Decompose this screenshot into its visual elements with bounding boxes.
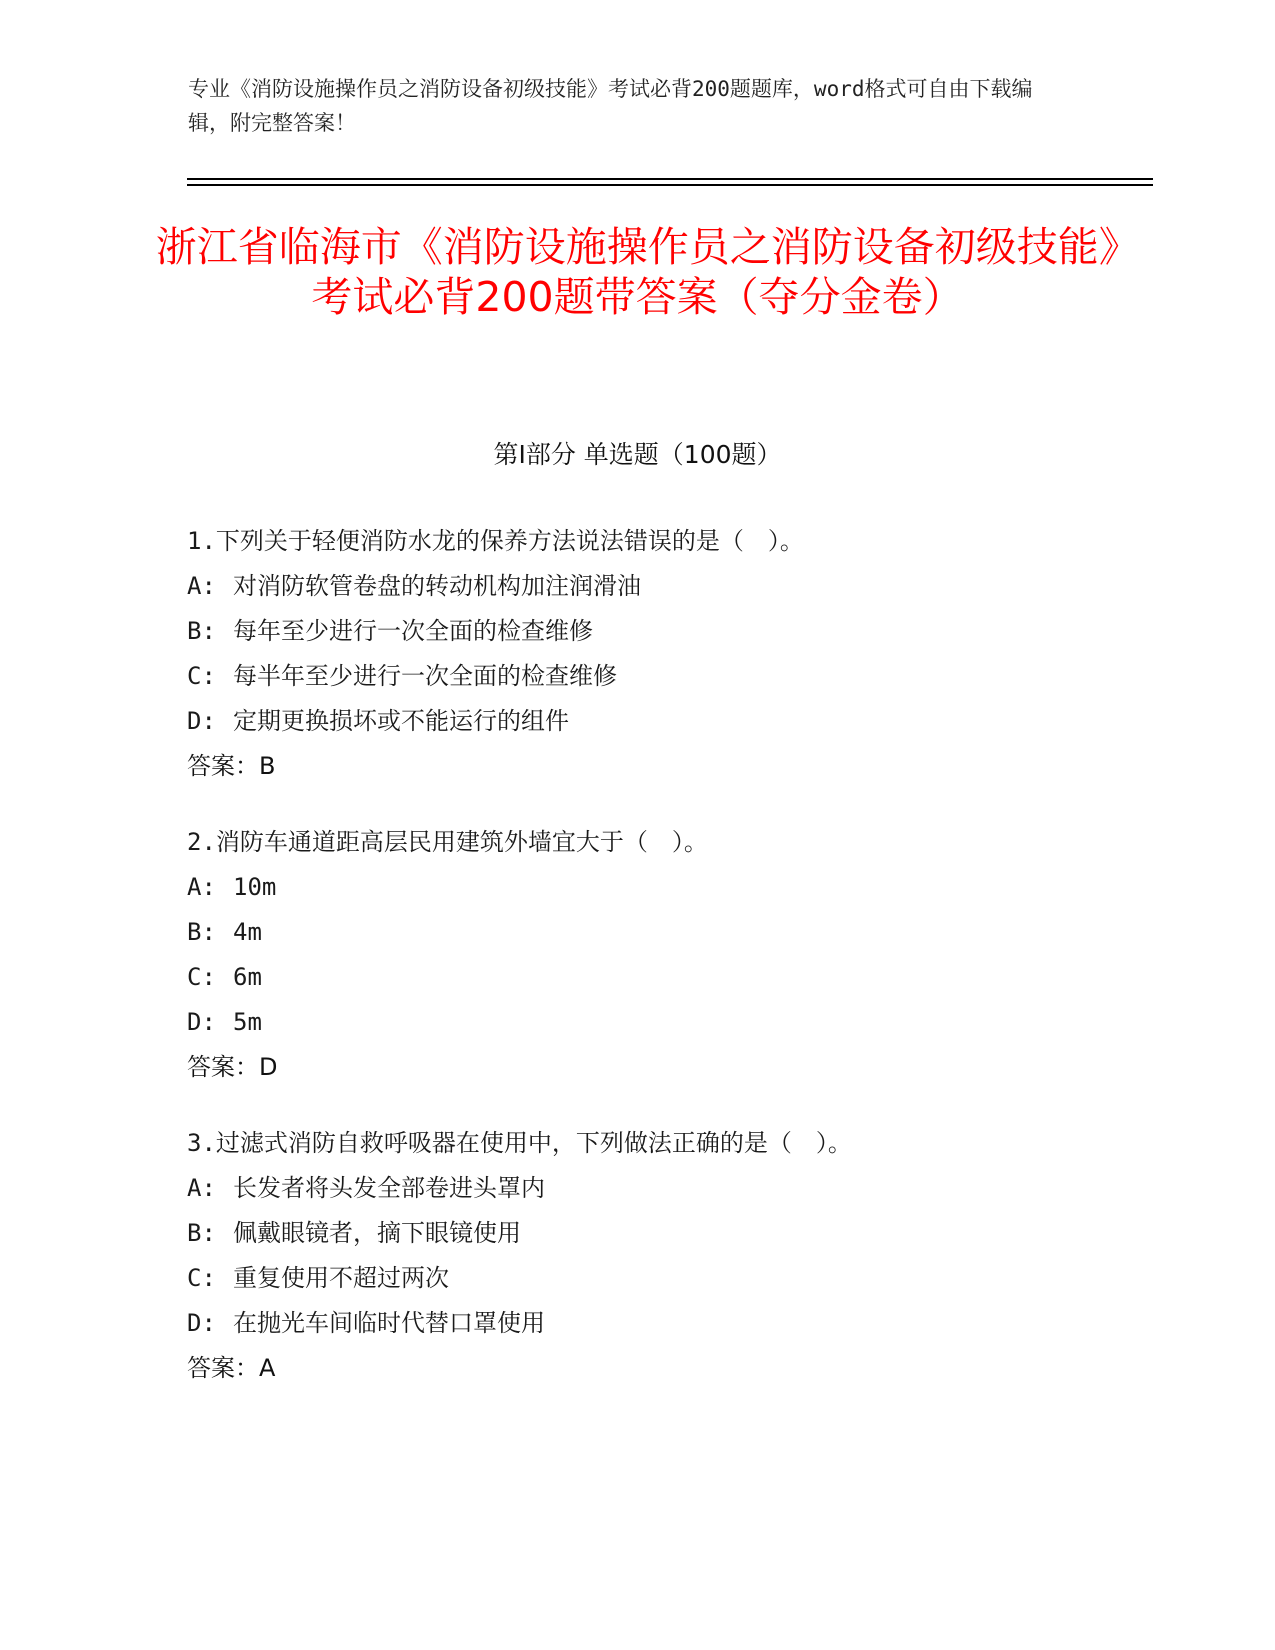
option-key: A: bbox=[187, 1174, 216, 1202]
option-b bbox=[187, 616, 1137, 661]
question-2 bbox=[187, 827, 1137, 1082]
header-note: 专业《消防设施操作员之消防设备初级技能》考试必背200题题库，word格式可自由下载编辑，附完整答案！ bbox=[188, 77, 1033, 135]
option-key: B: bbox=[187, 1219, 216, 1247]
section-title: 第I部分 单选题（100题） bbox=[493, 440, 782, 469]
option-key: A: bbox=[187, 572, 216, 600]
option-a bbox=[187, 872, 1137, 917]
option-text: 长发者将头发全部卷进头罩内 bbox=[233, 1174, 545, 1202]
question-stem: 1.下列关于轻便消防水龙的保养方法说法错误的是（ ）。 bbox=[187, 527, 804, 555]
question-1 bbox=[187, 526, 1137, 781]
option-key: C: bbox=[187, 662, 216, 690]
answer-line: 答案：A bbox=[187, 1354, 276, 1382]
option-a bbox=[187, 571, 1137, 616]
option-key: B: bbox=[187, 617, 216, 645]
option-c bbox=[187, 661, 1137, 706]
option-key: D: bbox=[187, 1008, 216, 1036]
option-text: 5m bbox=[233, 1008, 262, 1036]
option-c bbox=[187, 962, 1137, 1007]
option-d bbox=[187, 1308, 1137, 1353]
option-b bbox=[187, 917, 1137, 962]
option-key: D: bbox=[187, 707, 216, 735]
header-divider bbox=[187, 178, 1153, 186]
answer-line: 答案：B bbox=[187, 752, 276, 780]
option-a bbox=[187, 1173, 1137, 1218]
option-text: 对消防软管卷盘的转动机构加注润滑油 bbox=[233, 572, 641, 600]
option-text: 佩戴眼镜者，摘下眼镜使用 bbox=[233, 1219, 521, 1247]
option-d bbox=[187, 1007, 1137, 1052]
option-key: B: bbox=[187, 918, 216, 946]
option-text: 重复使用不超过两次 bbox=[233, 1264, 449, 1292]
option-d bbox=[187, 706, 1137, 751]
option-text: 每年至少进行一次全面的检查维修 bbox=[233, 617, 593, 645]
question-stem: 3.过滤式消防自救呼吸器在使用中，下列做法正确的是（ ）。 bbox=[187, 1129, 852, 1157]
option-text: 每半年至少进行一次全面的检查维修 bbox=[233, 662, 617, 690]
option-key: C: bbox=[187, 1264, 216, 1292]
option-text: 在抛光车间临时代替口罩使用 bbox=[233, 1309, 545, 1337]
document-title: 浙江省临海市《消防设施操作员之消防设备初级技能》考试必背200题带答案（夺分金卷） bbox=[155, 223, 1120, 321]
option-c bbox=[187, 1263, 1137, 1308]
option-text: 6m bbox=[233, 963, 262, 991]
option-text: 4m bbox=[233, 918, 262, 946]
option-text: 定期更换损坏或不能运行的组件 bbox=[233, 707, 569, 735]
option-key: A: bbox=[187, 873, 216, 901]
question-stem: 2.消防车通道距高层民用建筑外墙宜大于（ ）。 bbox=[187, 828, 708, 856]
answer-line: 答案：D bbox=[187, 1053, 278, 1081]
option-text: 10m bbox=[233, 873, 277, 901]
question-list bbox=[187, 526, 1137, 1429]
divider-line-bottom bbox=[187, 184, 1153, 186]
option-key: D: bbox=[187, 1309, 216, 1337]
option-b bbox=[187, 1218, 1137, 1263]
question-3 bbox=[187, 1128, 1137, 1383]
option-key: C: bbox=[187, 963, 216, 991]
divider-line-top bbox=[187, 178, 1153, 180]
